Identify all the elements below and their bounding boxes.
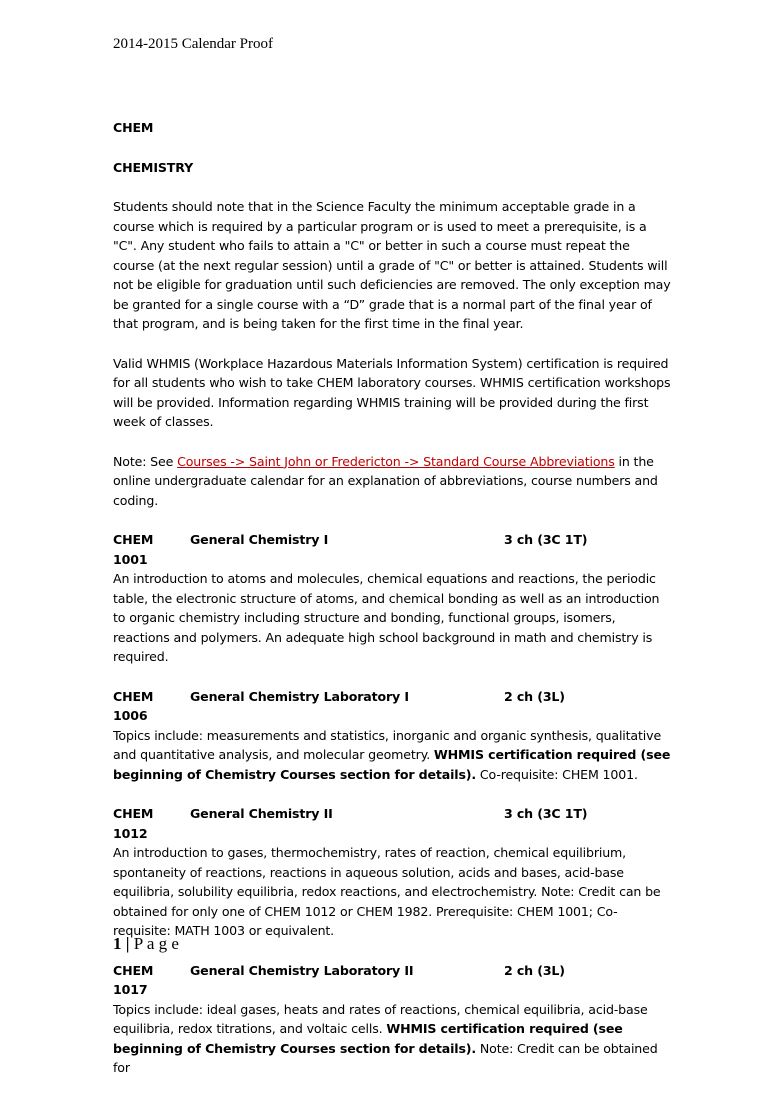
- course-heading: [113, 687, 673, 726]
- whmis-requirement: WHMIS certification required (see beginning of Chemistry Courses section for details).: [113, 747, 671, 782]
- course-description: An introduction to gases, thermochemistry, rates of reaction, chemical equilibrium, spontaneity of reactions, reactions in aqueous solution, acids and bases, acid-base equilibria, solubility equilibria, redox reactions, and electrochemistry. Note: Credit can be obtained for only one of CHEM 1012 or CHEM 1982. Prerequisite: CHEM 1001; Co-requisite: MATH 1003 or equivalent.: [113, 845, 661, 938]
- course-credits: 2 ch (3L): [504, 688, 565, 704]
- course-title: General Chemistry I: [190, 532, 329, 547]
- course-chem-1006: [113, 687, 673, 785]
- course-credits: 2 ch (3L): [504, 962, 565, 978]
- course-credits: 3 ch (3C 1T): [504, 806, 588, 821]
- page-number: 1: [113, 934, 122, 953]
- course-note: Note: Credit can be obtained for: [113, 1040, 658, 1075]
- course-requisite: Co-requisite: CHEM 1001.: [476, 766, 638, 782]
- page-header: 2014-2015 Calendar Proof: [113, 36, 273, 52]
- course-description: [113, 1000, 673, 1078]
- course-code: CHEM 1012: [113, 806, 154, 841]
- course-chem-1017: [113, 961, 673, 1078]
- note-suffix: in the online undergraduate calendar for an explanation of abbreviations, course numbers and coding.: [113, 453, 658, 508]
- course-description-text: Topics include: ideal gases, heats and rates of reactions, chemical equilibria, acid-base equilibria, redox titrations, and voltaic cells.: [113, 1001, 648, 1036]
- course-heading: [113, 804, 673, 843]
- course-code: CHEM 1006: [113, 688, 154, 723]
- dept-code: CHEM: [113, 120, 154, 135]
- page-separator: |: [121, 934, 134, 953]
- course-code: CHEM 1017: [113, 962, 154, 997]
- course-title: General Chemistry Laboratory I: [190, 688, 409, 704]
- note-prefix: Note: See: [113, 453, 178, 469]
- abbreviation-note: [113, 452, 673, 511]
- page-label: P a g e: [133, 934, 179, 953]
- abbreviations-link[interactable]: Courses -> Saint John or Fredericton -> Standard Course Abbreviations: [177, 453, 615, 469]
- dept-name: CHEMISTRY: [113, 159, 194, 175]
- course-description: An introduction to atoms and molecules, chemical equations and reactions, the periodic table, the electronic structure of atoms, and chemical bonding as well as an introduction to organic chemistry including structure and bonding, functional groups, isomers, reactions and polymers. An adequate high school background in math and chemistry is required.: [113, 571, 660, 664]
- whmis-requirement: WHMIS certification required (see beginning of Chemistry Courses section for details).: [113, 1021, 623, 1056]
- course-description: [113, 726, 673, 785]
- course-chem-1001: [113, 530, 673, 667]
- course-title: General Chemistry II: [190, 806, 333, 821]
- course-title: General Chemistry Laboratory II: [190, 962, 414, 978]
- course-description-text: Topics include: measurements and statistics, inorganic and organic synthesis, qualitative and quantitative analysis, and molecular geometry.: [113, 727, 662, 762]
- page-footer: [113, 934, 179, 954]
- course-code: CHEM 1001: [113, 532, 154, 567]
- course-heading: [113, 530, 673, 569]
- intro-grade-policy: Students should note that in the Science Faculty the minimum acceptable grade in a course which is required by a particular program or is used to meet a prerequisite, is a "C". Any student who fails to attain a "C" or better in such a course must repeat the course (at the next regular session) until a grade of "C" or better is attained. Students will not be eligible for graduation until such deficiencies are removed. The only exception may be granted for a single course with a “D” grade that is a normal part of the final year of that program, and is being taken for the first time in the final year.: [113, 199, 671, 331]
- course-chem-1012: [113, 804, 673, 941]
- intro-whmis: Valid WHMIS (Workplace Hazardous Materials Information System) certification is required for all students who wish to take CHEM laboratory courses. WHMIS certification workshops will be provided. Information regarding WHMIS training will be provided during the first week of classes.: [113, 355, 671, 429]
- document-body: [113, 118, 673, 1098]
- course-credits: 3 ch (3C 1T): [504, 532, 588, 547]
